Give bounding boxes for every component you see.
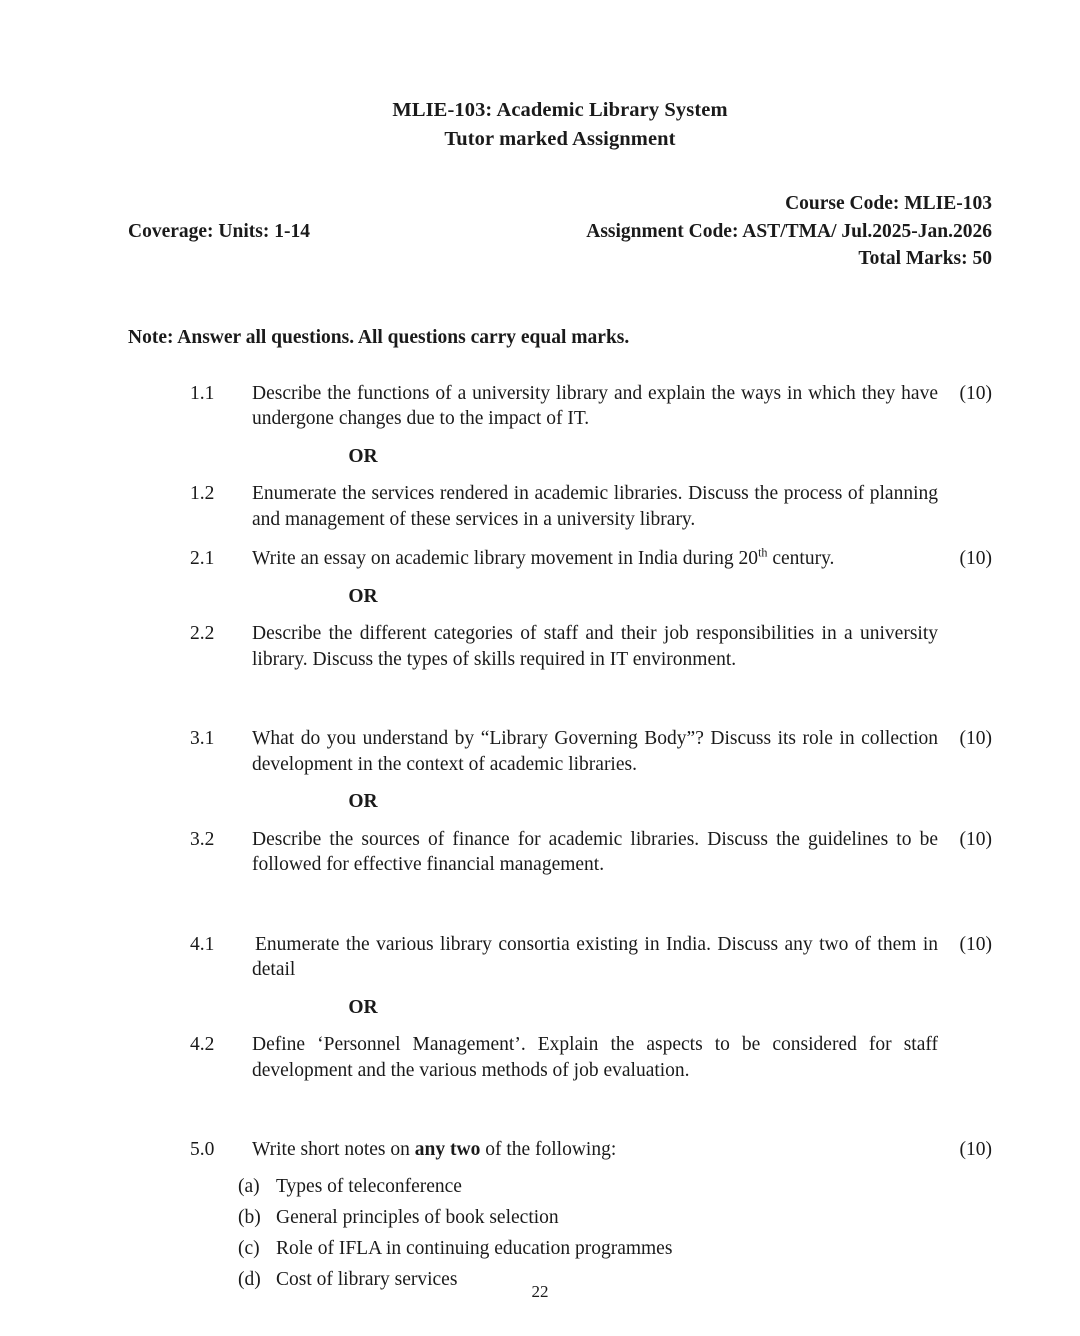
question-text-emphasis: any two bbox=[414, 1139, 481, 1160]
ordinal-suffix: th bbox=[758, 545, 768, 560]
question-1-1 bbox=[128, 381, 992, 432]
question-marks: (10) bbox=[959, 382, 992, 404]
instructions-note: Note: Answer all questions. All questions carry equal marks. bbox=[128, 326, 630, 348]
question-3-1 bbox=[128, 726, 992, 777]
subitem-label: (a) bbox=[238, 1175, 260, 1197]
question-3-2 bbox=[128, 827, 992, 878]
spacer bbox=[128, 878, 992, 932]
total-marks: Total Marks: 50 bbox=[858, 248, 992, 269]
question-4-1 bbox=[128, 932, 992, 983]
question-5-0 bbox=[128, 1137, 992, 1163]
question-text: Describe the sources of finance for academic libraries. Discuss the guidelines to be followed for effective financial management. bbox=[252, 828, 938, 875]
subitem-text: General principles of book selection bbox=[276, 1206, 559, 1228]
document-title bbox=[128, 96, 992, 154]
or-separator-2: OR bbox=[348, 585, 378, 607]
question-number: 2.2 bbox=[190, 623, 215, 644]
spacer bbox=[128, 672, 992, 726]
question-number: 4.1 bbox=[190, 933, 215, 955]
question-text bbox=[252, 546, 938, 572]
question-list bbox=[128, 381, 992, 1295]
subitem-label: (c) bbox=[238, 1237, 260, 1259]
question-marks: (10) bbox=[959, 1139, 992, 1160]
spacer bbox=[128, 532, 992, 546]
subitem-text: Role of IFLA in continuing education programmes bbox=[276, 1237, 673, 1259]
spacer bbox=[128, 1083, 992, 1137]
assignment-code: Assignment Code: AST/TMA/ Jul.2025-Jan.2026 bbox=[586, 220, 992, 242]
document-title-line-1: MLIE-103: Academic Library System bbox=[392, 99, 728, 121]
subitem-label: (d) bbox=[238, 1268, 261, 1290]
question-number: 3.2 bbox=[190, 828, 215, 850]
coverage-and-assignment-row bbox=[128, 218, 992, 246]
question-number: 1.2 bbox=[190, 483, 215, 504]
list-item bbox=[238, 1202, 992, 1233]
page-number: 22 bbox=[531, 1282, 549, 1301]
question-text bbox=[252, 1137, 938, 1163]
subitem-text: Types of teleconference bbox=[276, 1175, 462, 1197]
question-marks: (10) bbox=[959, 728, 992, 749]
or-separator-1: OR bbox=[348, 445, 378, 467]
question-text-part-2: century. bbox=[767, 548, 835, 569]
question-text: Enumerate the services rendered in academic libraries. Discuss the process of planning and management of these services in a university library. bbox=[252, 483, 938, 530]
question-text: What do you understand by “Library Governing Body”? Discuss its role in collection development in the context of academic libraries. bbox=[252, 728, 938, 775]
question-text: Describe the different categories of staff and their job responsibilities in a university library. Discuss the types of skills required in IT environment. bbox=[252, 623, 938, 670]
question-number: 5.0 bbox=[190, 1139, 215, 1160]
question-text-part-1: Write short notes on bbox=[252, 1139, 415, 1160]
assignment-meta bbox=[128, 190, 992, 273]
question-1-2 bbox=[128, 481, 992, 532]
or-separator-4: OR bbox=[348, 996, 378, 1018]
question-4-2 bbox=[128, 1032, 992, 1083]
list-item bbox=[238, 1171, 992, 1202]
question-marks: (10) bbox=[959, 828, 992, 850]
question-number: 4.2 bbox=[190, 1034, 215, 1055]
or-separator-3: OR bbox=[348, 791, 378, 812]
question-number: 2.1 bbox=[190, 548, 215, 569]
course-code: Course Code: MLIE-103 bbox=[785, 193, 992, 214]
question-number: 1.1 bbox=[190, 382, 215, 404]
question-text-part-1: Write an essay on academic library movement in India during 20 bbox=[252, 548, 759, 569]
question-text: Describe the functions of a university library and explain the ways in which they have undergone changes due to the impact of IT. bbox=[252, 382, 938, 429]
subitem-label: (b) bbox=[238, 1206, 261, 1228]
question-marks: (10) bbox=[959, 933, 992, 955]
question-text-part-2: of the following: bbox=[480, 1139, 617, 1160]
question-text: Enumerate the various library consortia existing in India. Discuss any two of them in detail bbox=[252, 933, 938, 980]
question-2-2 bbox=[128, 621, 992, 672]
question-number: 3.1 bbox=[190, 728, 215, 749]
question-marks: (10) bbox=[959, 548, 992, 569]
question-2-1 bbox=[128, 546, 992, 572]
document-title-line-2: Tutor marked Assignment bbox=[444, 128, 676, 150]
page-content bbox=[128, 96, 992, 1295]
question-5-0-subitems bbox=[128, 1171, 992, 1295]
list-item bbox=[238, 1233, 992, 1264]
coverage-units: Coverage: Units: 1-14 bbox=[128, 220, 310, 242]
question-text: Define ‘Personnel Management’. Explain the aspects to be considered for staff development and the various methods of job evaluation. bbox=[252, 1034, 938, 1081]
subitem-text: Cost of library services bbox=[276, 1268, 458, 1290]
